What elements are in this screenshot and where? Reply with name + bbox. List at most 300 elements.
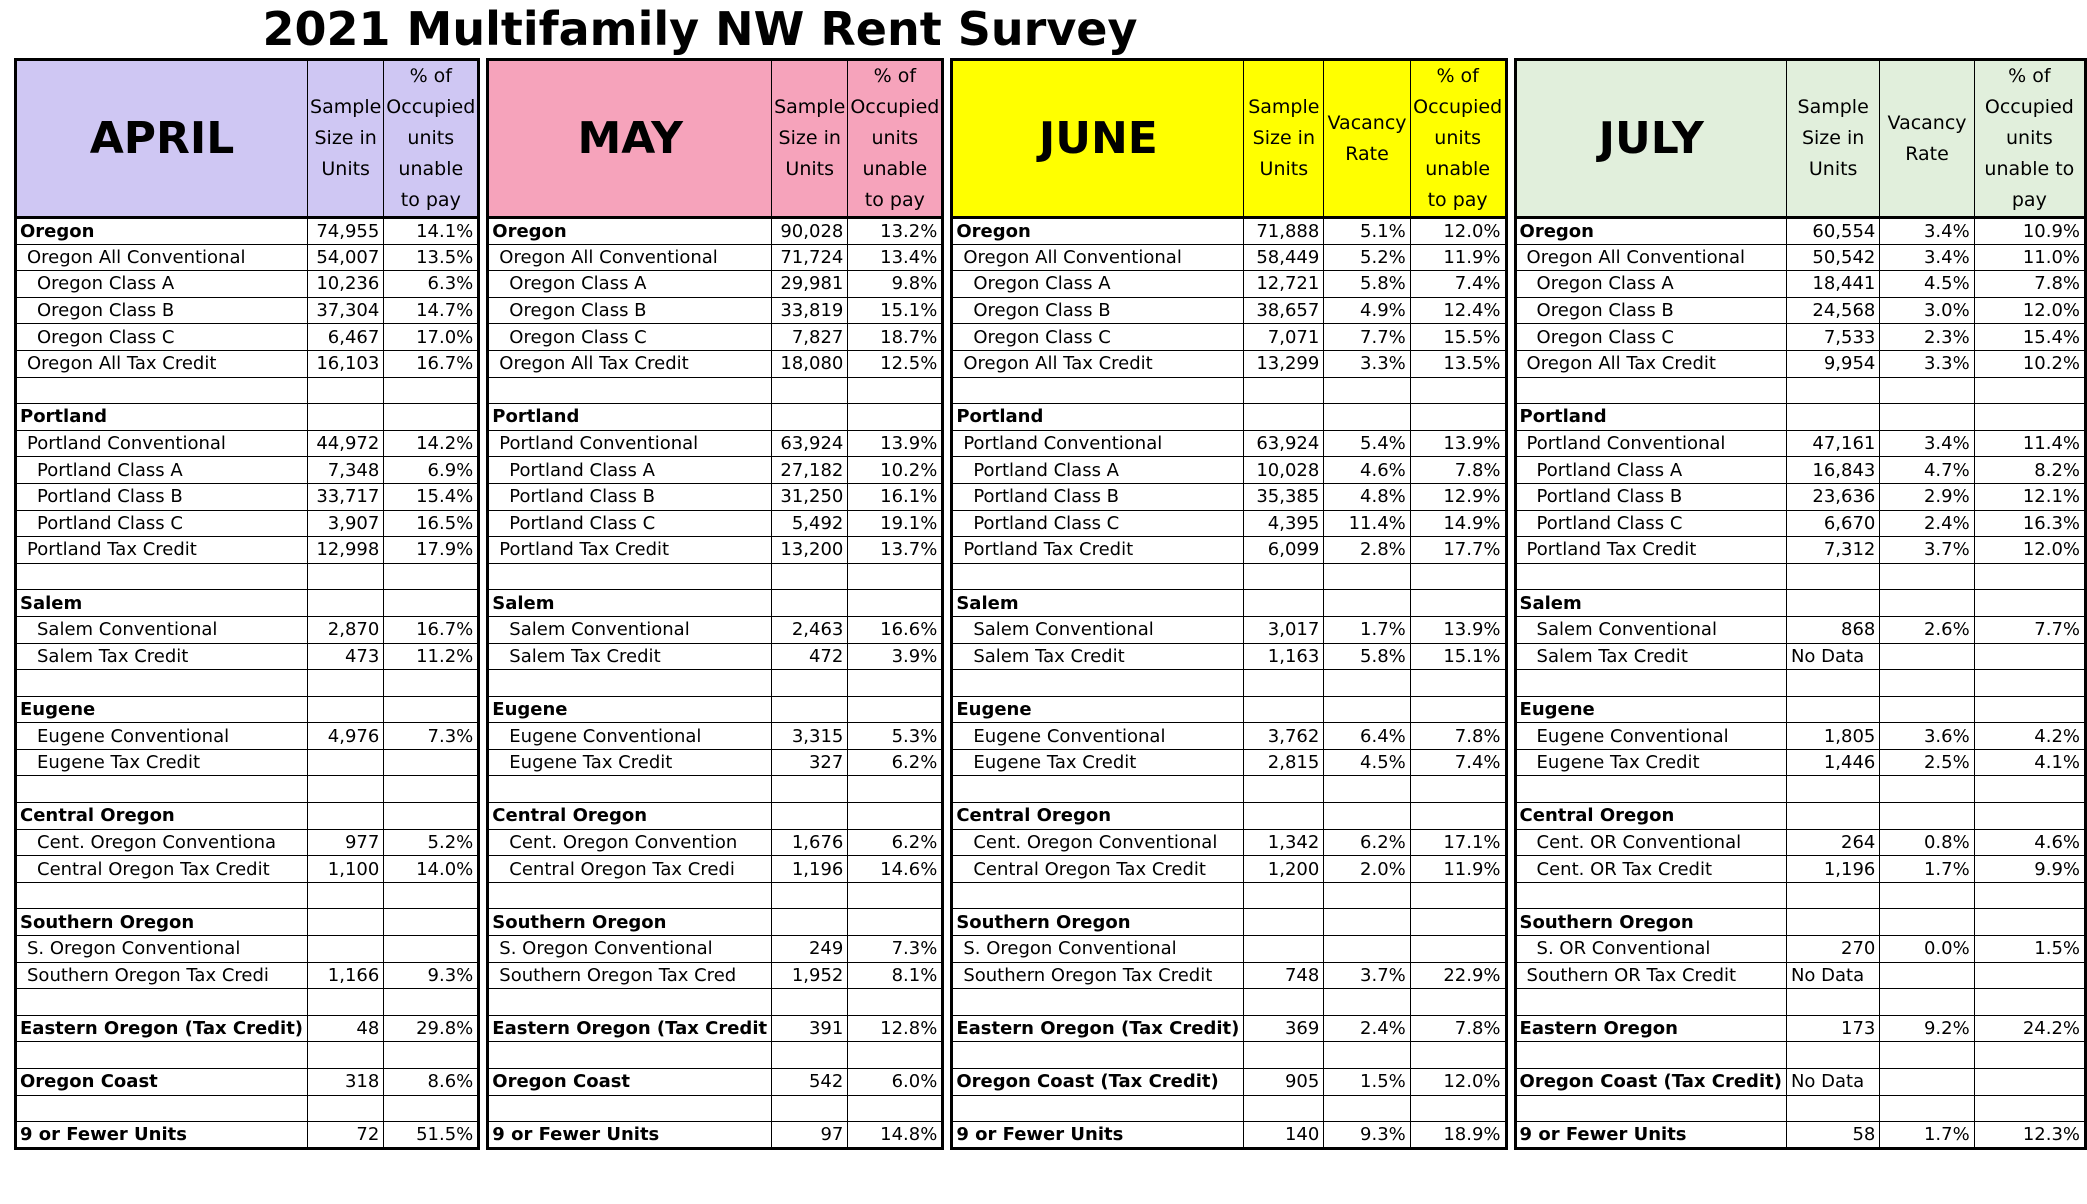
value-cell <box>384 936 479 963</box>
value-cell <box>1410 909 1506 936</box>
value-cell: 318 <box>308 1069 384 1096</box>
row-label: Southern OR Tax Credit <box>1515 962 1786 989</box>
value-cell <box>772 377 848 404</box>
row-label <box>16 563 308 590</box>
value-cell <box>1786 909 1879 936</box>
value-cell: 264 <box>1786 829 1879 856</box>
value-cell: 24,568 <box>1786 297 1879 324</box>
value-cell: 140 <box>1244 1122 1324 1149</box>
value-cell: 38,657 <box>1244 297 1324 324</box>
value-cell <box>772 404 848 431</box>
table-row <box>952 510 1506 537</box>
row-label: Portland Conventional <box>488 430 772 457</box>
value-cell <box>1786 882 1879 909</box>
row-label <box>488 377 772 404</box>
value-cell <box>1880 563 1974 590</box>
value-cell: 3.4% <box>1880 430 1974 457</box>
value-cell <box>1974 377 2085 404</box>
value-cell <box>1974 563 2085 590</box>
value-cell <box>1324 563 1410 590</box>
value-cell: 1,200 <box>1244 856 1324 883</box>
row-label: Central Oregon <box>952 803 1244 830</box>
row-label: Oregon All Tax Credit <box>1515 350 1786 377</box>
value-cell: 1.5% <box>1324 1069 1410 1096</box>
value-cell <box>1880 1095 1974 1122</box>
value-cell: 7.3% <box>848 936 943 963</box>
row-label: Portland Conventional <box>1515 430 1786 457</box>
value-cell <box>772 563 848 590</box>
value-cell <box>1410 404 1506 431</box>
table-row <box>952 324 1506 351</box>
value-cell <box>308 776 384 803</box>
table-row <box>952 244 1506 271</box>
value-cell: 29.8% <box>384 1015 479 1042</box>
table-row <box>952 297 1506 324</box>
value-cell: 6,099 <box>1244 537 1324 564</box>
value-cell <box>308 803 384 830</box>
spacer-row <box>488 1095 943 1122</box>
value-cell: 16.7% <box>384 350 479 377</box>
table-row <box>952 616 1506 643</box>
value-cell <box>384 749 479 776</box>
value-cell: 3,907 <box>308 510 384 537</box>
value-cell <box>1324 696 1410 723</box>
value-cell: 0.8% <box>1880 829 1974 856</box>
row-label: Oregon All Conventional <box>16 244 308 271</box>
value-cell: 977 <box>308 829 384 856</box>
value-cell: 249 <box>772 936 848 963</box>
value-cell <box>308 909 384 936</box>
value-cell: 5.2% <box>1324 244 1410 271</box>
value-cell <box>772 1095 848 1122</box>
row-label: S. Oregon Conventional <box>488 936 772 963</box>
table-row <box>1515 1069 2085 1096</box>
value-cell: 173 <box>1786 1015 1879 1042</box>
value-cell: 6.4% <box>1324 723 1410 750</box>
value-cell: 12.8% <box>848 1015 943 1042</box>
value-cell <box>1880 404 1974 431</box>
value-cell <box>1974 803 2085 830</box>
row-label: Portland Class A <box>952 457 1244 484</box>
value-cell: 8.6% <box>384 1069 479 1096</box>
row-label: Oregon Class A <box>16 271 308 298</box>
row-label: Eugene <box>488 696 772 723</box>
value-cell: 1,196 <box>1786 856 1879 883</box>
row-label: Oregon Class A <box>1515 271 1786 298</box>
value-cell: 1,805 <box>1786 723 1879 750</box>
row-label <box>952 776 1244 803</box>
row-label: Southern Oregon Tax Credi <box>16 962 308 989</box>
value-cell: 12,998 <box>308 537 384 564</box>
value-cell: 6,467 <box>308 324 384 351</box>
value-cell <box>1974 696 2085 723</box>
value-cell: No Data <box>1786 962 1879 989</box>
row-label <box>1515 989 1786 1016</box>
value-cell <box>1786 670 1879 697</box>
value-cell <box>772 803 848 830</box>
table-row <box>488 936 943 963</box>
value-cell <box>1324 909 1410 936</box>
row-label <box>16 377 308 404</box>
value-cell: 13,200 <box>772 537 848 564</box>
table-row <box>488 483 943 510</box>
row-label: Eugene <box>16 696 308 723</box>
row-label: Central Oregon Tax Credit <box>16 856 308 883</box>
table-row <box>488 723 943 750</box>
value-cell: 472 <box>772 643 848 670</box>
value-cell: 391 <box>772 1015 848 1042</box>
value-cell: 8.1% <box>848 962 943 989</box>
value-cell: 11.0% <box>1974 244 2085 271</box>
value-cell: 5.2% <box>384 829 479 856</box>
value-cell <box>308 989 384 1016</box>
value-cell: 11.4% <box>1324 510 1410 537</box>
table-row <box>488 696 943 723</box>
row-label <box>1515 1095 1786 1122</box>
value-cell <box>1880 1069 1974 1096</box>
value-cell: 13.5% <box>1410 350 1506 377</box>
value-cell: 10,028 <box>1244 457 1324 484</box>
value-cell: 14.1% <box>384 218 479 245</box>
column-header: Sample Size in Units <box>1786 60 1879 218</box>
month-name: JUNE <box>952 60 1244 218</box>
table-row <box>16 483 479 510</box>
value-cell: 3.3% <box>1880 350 1974 377</box>
value-cell: 16,103 <box>308 350 384 377</box>
table-row <box>1515 696 2085 723</box>
value-cell <box>1880 909 1974 936</box>
value-cell: 10.9% <box>1974 218 2085 245</box>
value-cell: 58 <box>1786 1122 1879 1149</box>
table-row <box>488 510 943 537</box>
value-cell <box>1974 962 2085 989</box>
value-cell: 8.2% <box>1974 457 2085 484</box>
value-cell: 14.2% <box>384 430 479 457</box>
value-cell: 7.4% <box>1410 271 1506 298</box>
row-label: Portland Class B <box>488 483 772 510</box>
value-cell <box>1324 989 1410 1016</box>
value-cell: 2.5% <box>1880 749 1974 776</box>
row-label: Oregon Class B <box>16 297 308 324</box>
value-cell: 14.9% <box>1410 510 1506 537</box>
table-row <box>1515 271 2085 298</box>
value-cell: 13.9% <box>848 430 943 457</box>
table-row <box>488 803 943 830</box>
row-label: Cent. OR Conventional <box>1515 829 1786 856</box>
value-cell: 12.4% <box>1410 297 1506 324</box>
value-cell: 27,182 <box>772 457 848 484</box>
row-label <box>16 1042 308 1069</box>
value-cell: 7.8% <box>1410 1015 1506 1042</box>
row-label: Central Oregon <box>1515 803 1786 830</box>
value-cell: 7.3% <box>384 723 479 750</box>
row-label: Salem <box>1515 590 1786 617</box>
value-cell <box>1244 404 1324 431</box>
value-cell <box>1974 643 2085 670</box>
value-cell <box>1244 776 1324 803</box>
spacer-row <box>488 377 943 404</box>
value-cell <box>1974 1069 2085 1096</box>
value-cell: 18,080 <box>772 350 848 377</box>
row-label: Portland <box>488 404 772 431</box>
row-label: Oregon <box>488 218 772 245</box>
table-row <box>1515 510 2085 537</box>
value-cell <box>1880 590 1974 617</box>
column-header: % of Occupied units unable to pay <box>848 60 943 218</box>
table-row <box>488 643 943 670</box>
row-label: Eugene Tax Credit <box>952 749 1244 776</box>
value-cell <box>772 882 848 909</box>
table-row <box>1515 643 2085 670</box>
table-row <box>1515 537 2085 564</box>
header-row <box>16 60 479 218</box>
table-row <box>1515 803 2085 830</box>
value-cell <box>1974 989 2085 1016</box>
value-cell <box>308 936 384 963</box>
table-row <box>488 749 943 776</box>
month-name: JULY <box>1515 60 1786 218</box>
value-cell: 12.5% <box>848 350 943 377</box>
spacer-row <box>952 989 1506 1016</box>
value-cell: 14.6% <box>848 856 943 883</box>
table-row <box>16 696 479 723</box>
value-cell: 7,071 <box>1244 324 1324 351</box>
value-cell <box>1786 404 1879 431</box>
value-cell: 10.2% <box>1974 350 2085 377</box>
row-label: Oregon Class B <box>488 297 772 324</box>
row-label: Portland Tax Credit <box>488 537 772 564</box>
row-label: Oregon Class C <box>16 324 308 351</box>
spacer-row <box>1515 776 2085 803</box>
value-cell: 33,819 <box>772 297 848 324</box>
column-header: Sample Size in Units <box>1244 60 1324 218</box>
table-row <box>16 350 479 377</box>
table-april <box>14 58 480 1150</box>
value-cell: 9.9% <box>1974 856 2085 883</box>
value-cell: 3.4% <box>1880 218 1974 245</box>
row-label: Eugene Conventional <box>488 723 772 750</box>
row-label <box>952 1042 1244 1069</box>
value-cell <box>1244 1095 1324 1122</box>
value-cell: 12.0% <box>1410 1069 1506 1096</box>
row-label <box>488 1042 772 1069</box>
value-cell <box>1244 590 1324 617</box>
value-cell: 4,395 <box>1244 510 1324 537</box>
value-cell: 50,542 <box>1786 244 1879 271</box>
row-label: Salem <box>952 590 1244 617</box>
column-header: % of Occupied units unable to pay <box>384 60 479 218</box>
value-cell: 4.5% <box>1880 271 1974 298</box>
value-cell <box>1974 1042 2085 1069</box>
value-cell: 9.3% <box>384 962 479 989</box>
row-label <box>952 377 1244 404</box>
value-cell <box>848 882 943 909</box>
value-cell: 71,724 <box>772 244 848 271</box>
row-label: Eugene Conventional <box>16 723 308 750</box>
table-row <box>1515 404 2085 431</box>
value-cell: 15.1% <box>848 297 943 324</box>
table-row <box>16 723 479 750</box>
row-label: Portland Tax Credit <box>16 537 308 564</box>
value-cell: 33,717 <box>308 483 384 510</box>
row-label: Eugene <box>1515 696 1786 723</box>
row-label <box>952 563 1244 590</box>
column-header: Vacancy Rate <box>1324 60 1410 218</box>
value-cell: 16.3% <box>1974 510 2085 537</box>
row-label: Oregon Class B <box>952 297 1244 324</box>
table-row <box>488 616 943 643</box>
spacer-row <box>952 882 1506 909</box>
value-cell <box>772 696 848 723</box>
column-header: Sample Size in Units <box>772 60 848 218</box>
row-label: Oregon All Tax Credit <box>16 350 308 377</box>
row-label: 9 or Fewer Units <box>488 1122 772 1149</box>
value-cell: 14.7% <box>384 297 479 324</box>
table-row <box>16 803 479 830</box>
table-row <box>16 457 479 484</box>
value-cell: 14.8% <box>848 1122 943 1149</box>
value-cell: 1,342 <box>1244 829 1324 856</box>
spacer-row <box>1515 989 2085 1016</box>
value-cell: 72 <box>308 1122 384 1149</box>
table-row <box>952 590 1506 617</box>
value-cell: 1,676 <box>772 829 848 856</box>
value-cell <box>1324 404 1410 431</box>
value-cell: 3,017 <box>1244 616 1324 643</box>
value-cell: 14.0% <box>384 856 479 883</box>
table-row <box>952 430 1506 457</box>
table-row <box>952 1122 1506 1149</box>
value-cell: 97 <box>772 1122 848 1149</box>
value-cell: 47,161 <box>1786 430 1879 457</box>
page-title: 2021 Multifamily NW Rent Survey <box>262 2 1138 56</box>
value-cell: 1,446 <box>1786 749 1879 776</box>
value-cell <box>1410 696 1506 723</box>
value-cell: 327 <box>772 749 848 776</box>
row-label <box>16 989 308 1016</box>
value-cell <box>384 1042 479 1069</box>
header-row <box>952 60 1506 218</box>
row-label: 9 or Fewer Units <box>952 1122 1244 1149</box>
value-cell: 15.4% <box>1974 324 2085 351</box>
table-row <box>1515 616 2085 643</box>
value-cell <box>1410 377 1506 404</box>
value-cell: 63,924 <box>772 430 848 457</box>
table-row <box>952 483 1506 510</box>
month-name: MAY <box>488 60 772 218</box>
row-label <box>1515 563 1786 590</box>
value-cell: 7.4% <box>1410 749 1506 776</box>
value-cell <box>772 590 848 617</box>
table-row <box>1515 218 2085 245</box>
row-label: Portland Tax Credit <box>1515 537 1786 564</box>
value-cell: 24.2% <box>1974 1015 2085 1042</box>
value-cell: 13.7% <box>848 537 943 564</box>
table-row <box>488 537 943 564</box>
value-cell: 6.0% <box>848 1069 943 1096</box>
table-row <box>952 537 1506 564</box>
row-label: Cent. Oregon Conventiona <box>16 829 308 856</box>
value-cell <box>308 1042 384 1069</box>
table-row <box>1515 723 2085 750</box>
row-label: Central Oregon <box>16 803 308 830</box>
row-label: Oregon Coast <box>488 1069 772 1096</box>
row-label: Salem <box>16 590 308 617</box>
value-cell: 11.9% <box>1410 244 1506 271</box>
row-label: Eastern Oregon (Tax Credit) <box>952 1015 1244 1042</box>
value-cell: 3,315 <box>772 723 848 750</box>
value-cell <box>1324 670 1410 697</box>
value-cell: 74,955 <box>308 218 384 245</box>
row-label: Eugene Conventional <box>1515 723 1786 750</box>
value-cell <box>1410 563 1506 590</box>
value-cell: 2,463 <box>772 616 848 643</box>
value-cell <box>1880 803 1974 830</box>
value-cell: 9.8% <box>848 271 943 298</box>
column-header: % of Occupied units unable to pay <box>1974 60 2085 218</box>
value-cell <box>384 882 479 909</box>
table-row <box>488 909 943 936</box>
table-row <box>952 643 1506 670</box>
value-cell: 4,976 <box>308 723 384 750</box>
value-cell: 18.7% <box>848 324 943 351</box>
value-cell: 12.0% <box>1410 218 1506 245</box>
table-row <box>16 643 479 670</box>
value-cell <box>1410 803 1506 830</box>
row-label <box>16 1095 308 1122</box>
value-cell <box>1786 989 1879 1016</box>
value-cell: 9.3% <box>1324 1122 1410 1149</box>
table-row <box>1515 909 2085 936</box>
row-label <box>488 882 772 909</box>
value-cell: 6.9% <box>384 457 479 484</box>
value-cell: 31,250 <box>772 483 848 510</box>
row-label: Oregon All Conventional <box>952 244 1244 271</box>
table-row <box>952 723 1506 750</box>
value-cell <box>1410 1042 1506 1069</box>
row-label: Portland Class A <box>1515 457 1786 484</box>
value-cell: 15.4% <box>384 483 479 510</box>
row-label: Portland Tax Credit <box>952 537 1244 564</box>
table-row <box>16 324 479 351</box>
row-label: Oregon <box>16 218 308 245</box>
row-label: Oregon Class C <box>488 324 772 351</box>
row-label: Salem Tax Credit <box>1515 643 1786 670</box>
value-cell: 7.7% <box>1324 324 1410 351</box>
table-row <box>488 590 943 617</box>
table-row <box>952 404 1506 431</box>
row-label: Portland Class A <box>488 457 772 484</box>
value-cell: 15.5% <box>1410 324 1506 351</box>
value-cell: 1,163 <box>1244 643 1324 670</box>
row-label <box>952 670 1244 697</box>
value-cell: 17.7% <box>1410 537 1506 564</box>
value-cell <box>1324 776 1410 803</box>
value-cell: 10.2% <box>848 457 943 484</box>
row-label: 9 or Fewer Units <box>1515 1122 1786 1149</box>
row-label: Cent. Oregon Conventional <box>952 829 1244 856</box>
value-cell: 5.4% <box>1324 430 1410 457</box>
row-label: Oregon Coast <box>16 1069 308 1096</box>
value-cell <box>384 776 479 803</box>
value-cell: 11.2% <box>384 643 479 670</box>
table-row <box>16 616 479 643</box>
row-label: Salem Conventional <box>1515 616 1786 643</box>
table-row <box>1515 324 2085 351</box>
value-cell: 3.9% <box>848 643 943 670</box>
row-label: Oregon Coast (Tax Credit) <box>952 1069 1244 1096</box>
row-label: Southern Oregon Tax Credit <box>952 962 1244 989</box>
